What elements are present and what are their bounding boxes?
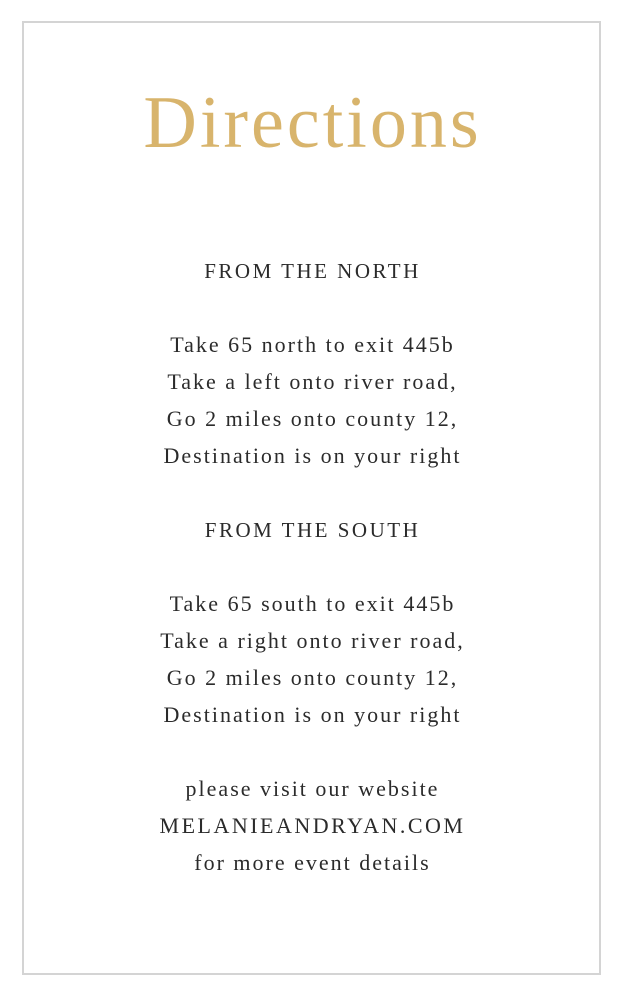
south-line-4: Destination is on your right bbox=[163, 702, 462, 727]
footer-visit-text: please visit our website bbox=[185, 776, 440, 801]
north-line-3: Go 2 miles onto county 12, bbox=[166, 406, 459, 431]
south-heading: FROM THE SOUTH bbox=[204, 518, 421, 542]
north-line-2: Take a left onto river road, bbox=[167, 369, 458, 394]
south-line-1: Take 65 south to exit 445b bbox=[169, 591, 456, 616]
website-link[interactable]: MELANIEANDRYAN.COM bbox=[159, 813, 466, 838]
south-line-2: Take a right onto river road, bbox=[160, 628, 465, 653]
footer-details-text: for more event details bbox=[194, 850, 431, 875]
north-line-4: Destination is on your right bbox=[163, 443, 462, 468]
south-line-3: Go 2 miles onto county 12, bbox=[166, 665, 459, 690]
page-title: Directions bbox=[143, 82, 482, 164]
north-heading: FROM THE NORTH bbox=[204, 259, 421, 283]
north-line-1: Take 65 north to exit 445b bbox=[170, 332, 455, 357]
